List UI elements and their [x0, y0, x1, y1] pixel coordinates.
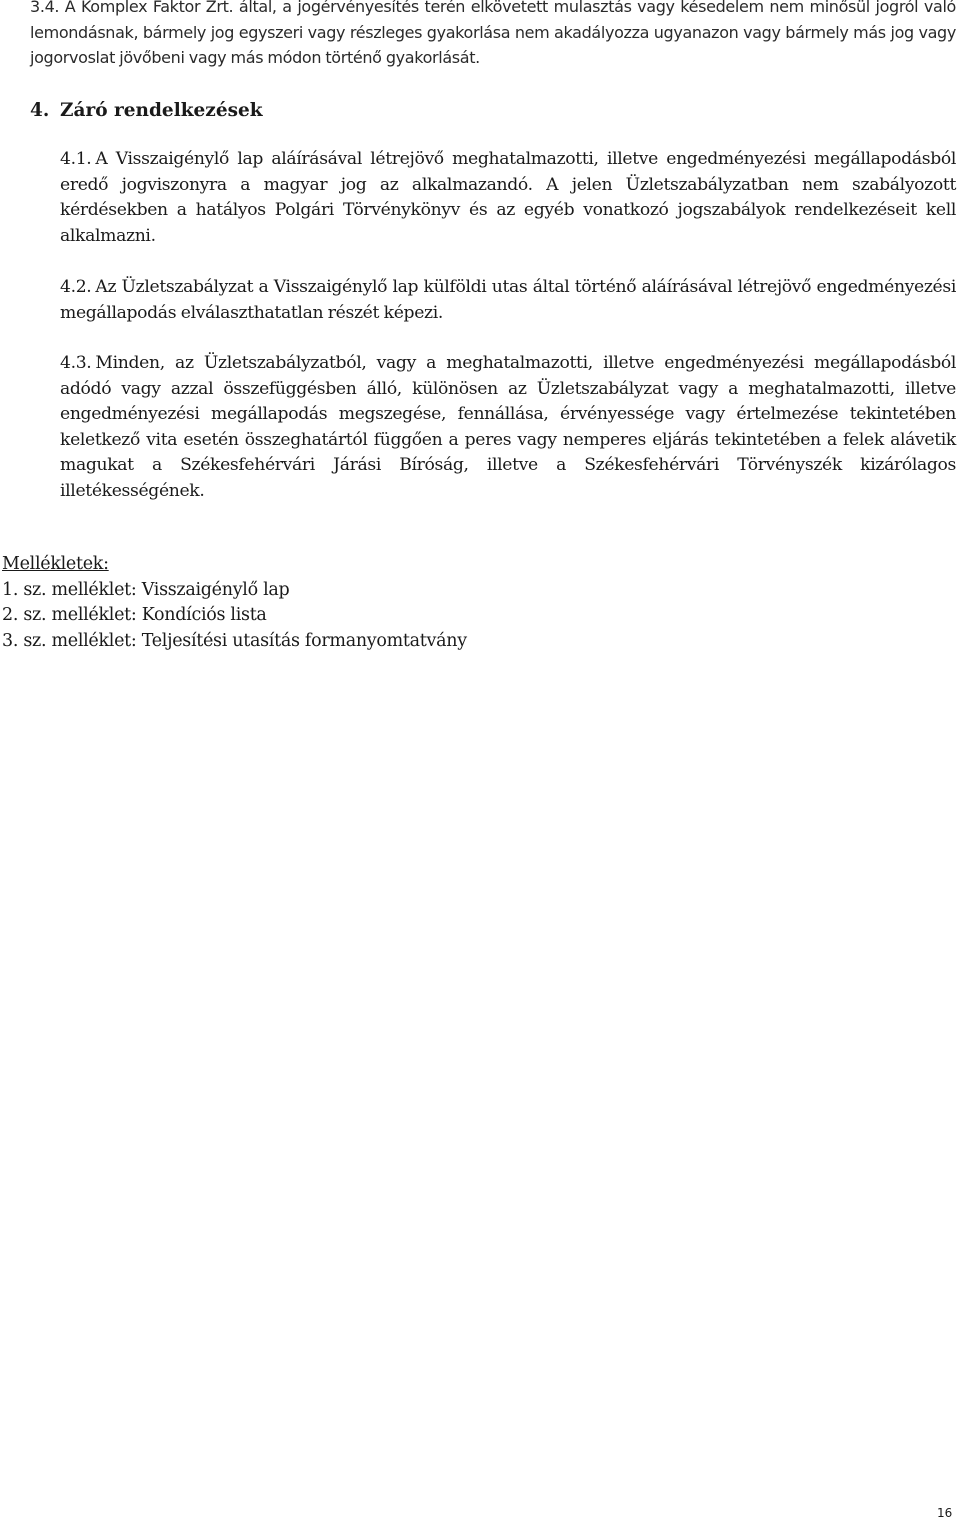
- section-4-number: 4.: [30, 100, 50, 121]
- page-number: 16: [937, 1506, 953, 1520]
- section-4-3-number: 4.3.: [60, 353, 92, 373]
- annexes-list: [2, 552, 467, 654]
- section-4-3-text: Minden, az Üzletszabályzatból, vagy a meghatalmazotti, illetve engedményezési megállapodásból adódó vagy azzal összefüggésben álló, különösen az Üzletszabályzat vagy a meghatalmazotti, illetve engedményezési megállapodás megszegése, fennállása, érvényessége vagy értelmezése tekintetében keletkező vita esetén összeghatártól függően a peres vagy nemperes eljárás tekintetében a felek alávetik magukat a Székesfehérvári Járási Bíróság, illetve a Székesfehérvári Törvényszék kizárólagos illetékességének.: [60, 353, 956, 501]
- section-4-1-paragraph: [60, 147, 956, 249]
- section-4-1-number: 4.1.: [60, 149, 92, 169]
- annex-item: 3. sz. melléklet: Teljesítési utasítás formanyomtatvány: [2, 630, 467, 651]
- section-4-2-text: Az Üzletszabályzat a Visszaigénylő lap külföldi utas által történő aláírásával létrejövő engedményezési megállapodás elválaszthatatlan részét képezi.: [60, 277, 956, 323]
- section-4-title: Záró rendelkezések: [60, 100, 263, 121]
- section-4-heading: [30, 98, 263, 123]
- annexes-title: Mellékletek:: [2, 554, 109, 574]
- section-4-3-paragraph: [60, 351, 956, 505]
- section-4-2-number: 4.2.: [60, 277, 92, 297]
- section-4-2-paragraph: [60, 275, 956, 326]
- annex-item: 2. sz. melléklet: Kondíciós lista: [2, 605, 267, 625]
- section-3-4-paragraph: 3.4. A Komplex Faktor Zrt. által, a jogérvényesítés terén elkövetett mulasztás vagy késedelem nem minősül jogról való lemondásnak, bármely jog egyszeri vagy részleges gyakorlása nem akadályozza ugyanazon vagy bármely más jog vagy jogorvoslat jövőbeni vagy más módon történő gyakorlását.: [30, 0, 956, 68]
- annex-item: 1. sz. melléklet: Visszaigénylő lap: [2, 579, 290, 600]
- section-4-1-text: A Visszaigénylő lap aláírásával létrejövő meghatalmazotti, illetve engedményezési megállapodásból eredő jogviszonyra a magyar jog az alkalmazandó. A jelen Üzletszabályzatban nem szabályozott kérdésekben a hatályos Polgári Törvénykönyv és az egyéb vonatkozó jogszabályok rendelkezéseit kell alkalmazni.: [60, 149, 956, 246]
